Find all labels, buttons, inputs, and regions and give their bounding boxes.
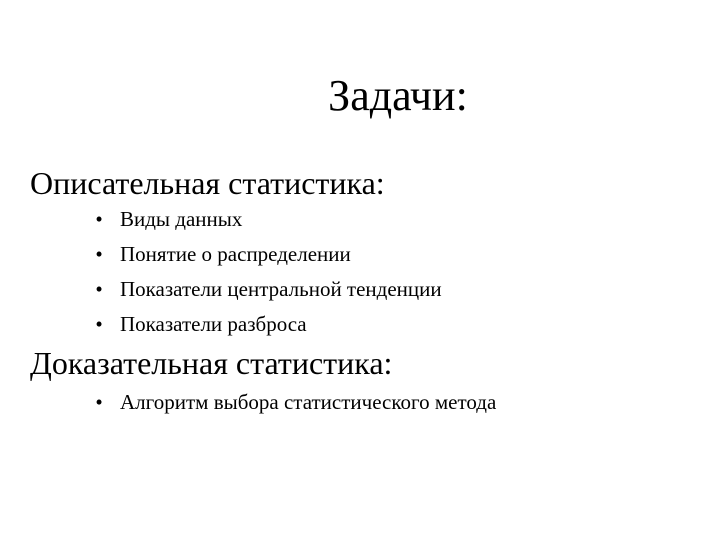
slide-title: Задачи: — [328, 71, 468, 120]
bullet-icon: • — [95, 390, 103, 414]
list-item-text: Алгоритм выбора статистического метода — [120, 390, 497, 414]
bullet-icon: • — [95, 207, 103, 231]
list-item-text: Показатели центральной тенденции — [120, 277, 442, 301]
list-item-text: Показатели разброса — [120, 312, 307, 336]
bullet-icon: • — [95, 312, 103, 336]
bullet-icon: • — [95, 277, 103, 301]
list-item-text: Виды данных — [120, 207, 243, 231]
section-heading-inferential: Доказательная статистика: — [30, 345, 393, 381]
list-item-text: Понятие о распределении — [120, 242, 351, 266]
section-heading-descriptive: Описательная статистика: — [30, 165, 385, 201]
bullet-icon: • — [95, 242, 103, 266]
